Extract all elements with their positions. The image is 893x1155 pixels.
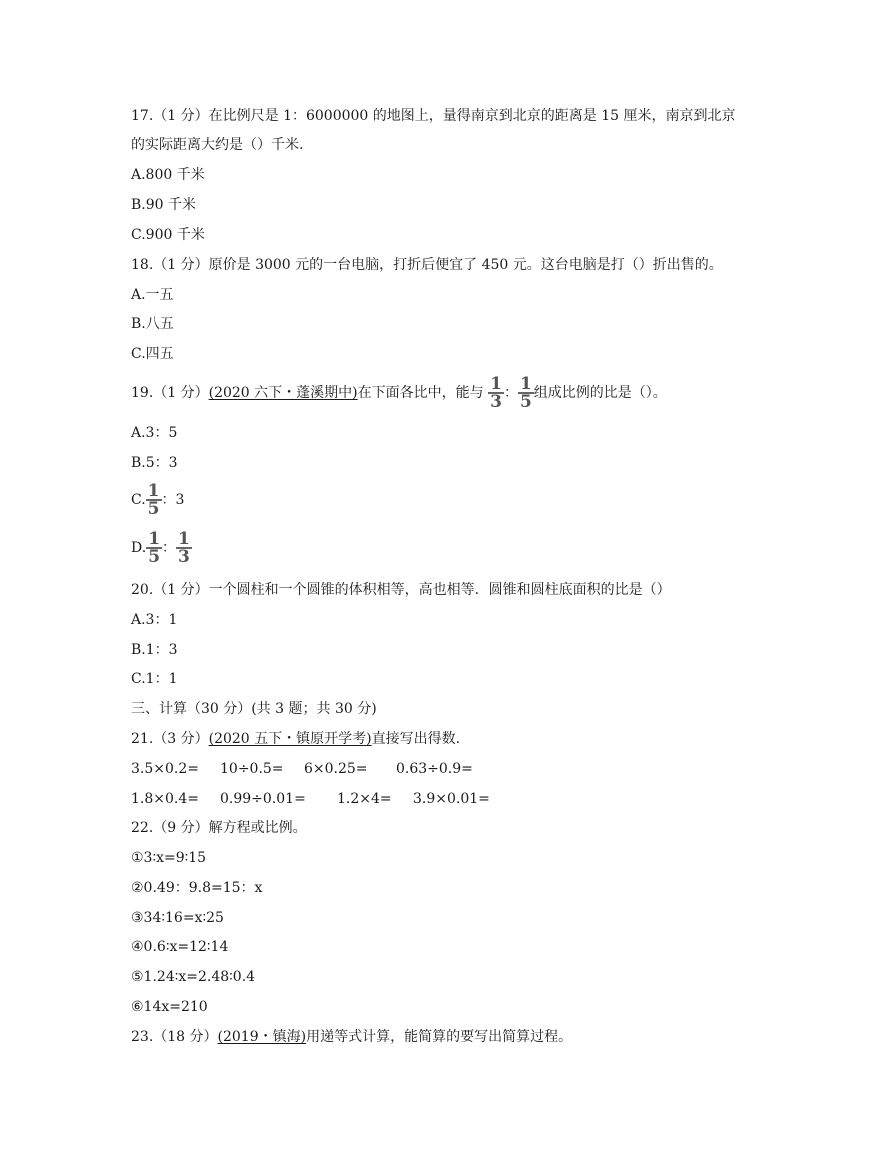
q19-option-c: C. $\frac{1}{5}$ ：3 [131,481,185,519]
q19-fraction-one-fifth: $\frac{1}{5}$ [519,374,532,412]
section-3-heading: 三、计算（30 分）(共 3 题；共 30 分) [131,701,377,717]
q21-row-1: 3.5×0.2= 10÷0.5= 6×0.25= 0.63÷0.9= [131,761,473,777]
q18-stem: 18.（1 分）原价是 3000 元的一台电脑，打折后便宜了 450 元。这台电脑是打（）折出售的。 [131,257,723,273]
q21-row-2: 1.8×0.4= 0.99÷0.01= 1.2×4= 3.9×0.01= [131,791,490,807]
q19-stem [131,374,667,412]
q20-option-b: B.1：3 [131,642,178,658]
q17-stem-line2: 的实际距离大约是（）千米. [131,137,304,153]
q23-stem: 23.（18 分）(2019・镇海)用递等式计算，能简算的要写出简算过程。 [131,1029,573,1045]
q21-source-link[interactable]: (2020 五下・镇原开学考) [208,731,372,747]
q18-option-c: C.四五 [131,346,174,362]
q19-text-before: 在下面各比中，能与 [357,385,484,401]
q17-stem-line1: 17.（1 分）在比例尺是 1：6000000 的地图上，量得南京到北京的距离是 15 厘米，南京到北京 [131,108,736,124]
q21-stem: 21.（3 分）(2020 五下・镇原开学考)直接写出得数. [131,731,461,747]
q22-item-6: ⑥14x=210 [131,999,208,1015]
q17-option-c: C.900 千米 [131,227,205,243]
q20-option-a: A.3：1 [131,612,178,628]
q17-option-b: B.90 千米 [131,197,197,213]
q19-c-fraction: $\frac{1}{5}$ [147,481,160,519]
q19-source-link[interactable]: (2020 六下・蓬溪期中) [208,385,358,401]
q19-option-a: A.3：5 [131,425,178,441]
q19-option-b: B.5：3 [131,455,178,471]
q22-item-1: ①3∶x=9∶15 [131,850,207,866]
q19-text-after: 组成比例的比是（）。 [533,385,667,401]
q22-item-4: ④0.6∶x=12∶14 [131,939,229,955]
q20-stem: 20.（1 分）一个圆柱和一个圆锥的体积相等，高也相等．圆锥和圆柱底面积的比是（） [131,582,671,598]
q19-option-d: D. $\frac{1}{5}$ ： $\frac{1}{3}$ [131,529,190,567]
q20-option-c: C.1：1 [131,671,178,687]
q23-source-link[interactable]: (2019・镇海) [217,1029,307,1045]
q22-item-2: ②0.49：9.8=15：x [131,880,263,896]
q18-option-b: B.八五 [131,316,174,332]
q19-fraction-one-third: $\frac{1}{3}$ [490,374,502,412]
q22-item-5: ⑤1.24∶x=2.48∶0.4 [131,969,256,985]
q22-item-3: ③34∶16=x∶25 [131,910,224,926]
q19-d-fraction-2: $\frac{1}{3}$ [178,529,190,567]
q22-stem: 22.（9 分）解方程或比例。 [131,820,307,836]
q18-option-a: A.一五 [131,287,174,303]
q19-colon: ： [503,385,518,401]
q19-prefix: 19.（1 分） [131,385,209,401]
q17-option-a: A.800 千米 [131,167,205,183]
q19-d-fraction-1: $\frac{1}{5}$ [148,529,161,567]
